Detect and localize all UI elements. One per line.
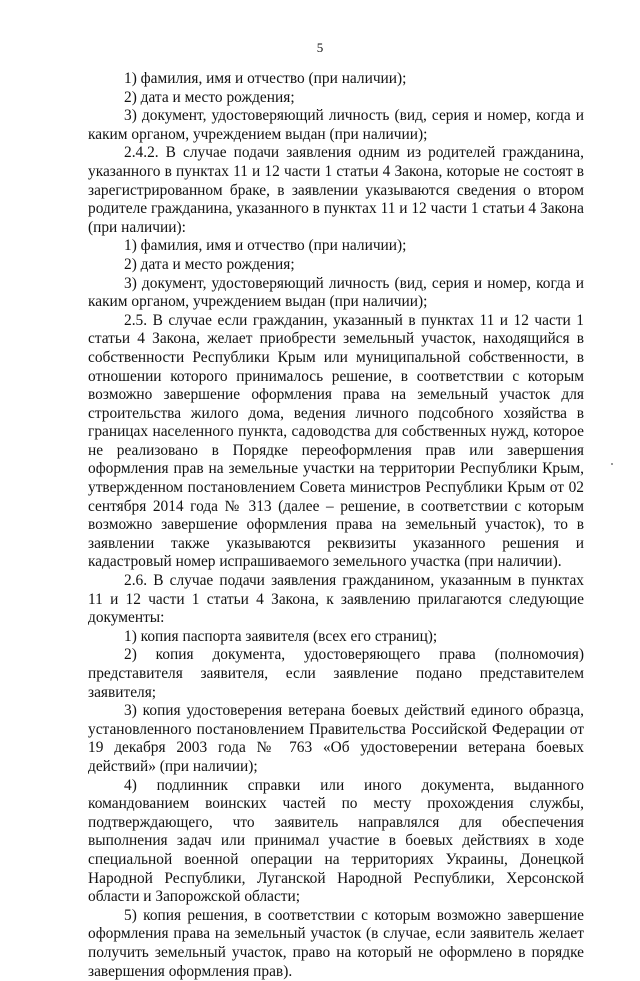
paragraph: 1) фамилия, имя и отчество (при наличии); (124, 237, 407, 255)
paragraph: 5) копия решения, в соответствии с которым возможно завершение оформления права на земельный участок (в случае, если заявитель желает получить земельный участок, право на который не оформлено в порядке завершения оформления прав). (88, 906, 584, 980)
paragraph: 2) дата и место рождения; (124, 255, 295, 273)
paragraph: 1) фамилия, имя и отчество (при наличии); (124, 70, 407, 87)
paragraph: 2.5. В случае если гражданин, указанный в пунктах 11 и 12 части 1 статьи 4 Закона, желает приобрести земельный участок, находящийся в собственности Республики Крым или муниципальной собственности, в отношении которого принималось решение, в соответствии с которым возможно завершение оформления права на земельный участок для строительства жилого дома, ведения личного подсобного хозяйства в границах населенного пункта, садоводства для собственных нужд, которое не реализовано в Порядке переоформления прав или завершения оформления прав на земельные участки на территории Республики Крым, утвержденном постановлением Совета министров Республики Крым от 02 сентября 2014 года № 313 (далее – решение, в соответствии с которым возможно завершение оформления права на земельный участок), то в заявлении также указываются реквизиты указанного решения и кадастровый номер испрашиваемого земельного участка (при наличии). (88, 311, 584, 571)
scan-speck (611, 463, 613, 465)
paragraph: 2) дата и место рождения; (124, 88, 295, 106)
paragraph: 3) копия удостоверения ветерана боевых действий единого образца, установленного постановлением Правительства Российской Федерации от 19 декабря 2003 года № 763 «Об удостоверении ветерана боевых действий» (при наличии); (88, 702, 584, 775)
paragraph: 3) документ, удостоверяющий личность (вид, серия и номер, когда и каким органом, учреждением выдан (при наличии); (88, 107, 584, 143)
paragraph: 4) подлинник справки или иного документа, выданного командованием воинских частей по месту прохождения службы, подтверждающего, что заявитель направлялся для обеспечения выполнения задач или принимал участие в боевых действиях в ходе специальной военной операции на территориях Украины, Донецкой Народной Республики, Луганской Народной Республики, Херсонской области и Запорожской области; (88, 776, 584, 906)
paragraph: 3) документ, удостоверяющий личность (вид, серия и номер, когда и каким органом, учреждением выдан (при наличии); (88, 274, 584, 311)
document-body (88, 70, 584, 981)
paragraph: 1) копия паспорта заявителя (всех его страниц); (124, 627, 438, 645)
paragraph: 2.6. В случае подачи заявления гражданином, указанным в пунктах 11 и 12 части 1 статьи 4 Закона, к заявлению прилагаются следующие документы: (88, 572, 584, 627)
paragraph: 2.4.2. В случае подачи заявления одним из родителей гражданина, указанного в пунктах 11 и 12 части 1 статьи 4 Закона, которые не состоят в зарегистрированном браке, в заявлении указываются сведения о втором родителе гражданина, указанного в пунктах 11 и 12 части 1 статьи 4 Закона (при наличии): (88, 144, 584, 236)
paragraph: 2) копия документа, удостоверяющего права (полномочия) представителя заявителя, если заявление подано представителем заявителя; (88, 646, 584, 701)
page-number: 5 (316, 40, 324, 55)
